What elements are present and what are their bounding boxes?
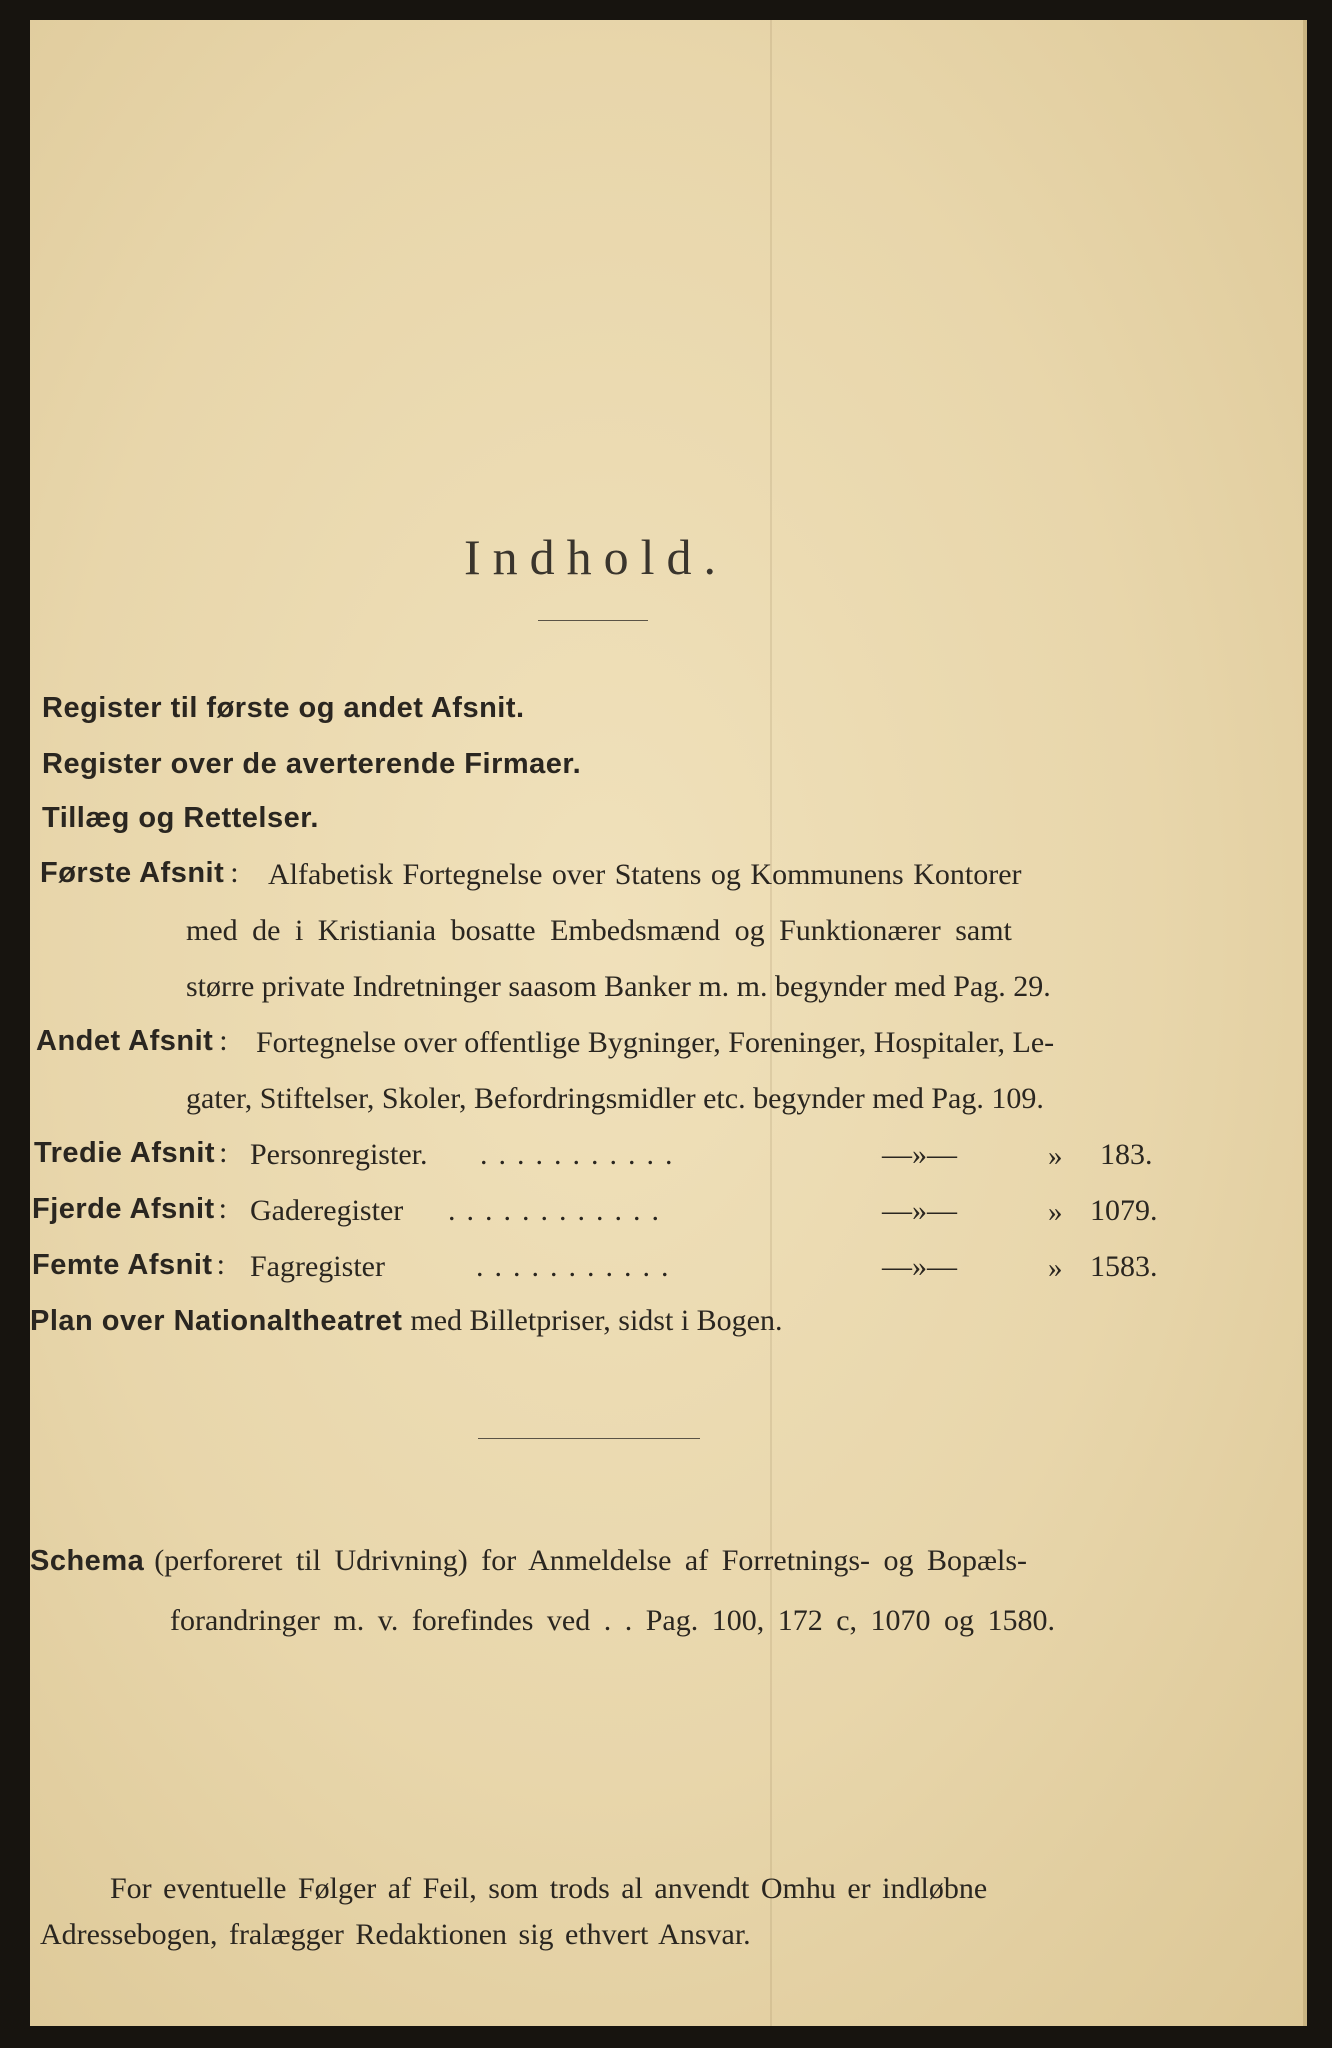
plan-text: med Billetpriser, sidst i Bogen. (410, 1304, 783, 1337)
andet-afsnit-line-1: Fortegnelse over offentlige Bygninger, Foreninger, Hospitaler, Le- (256, 1026, 1055, 1059)
forste-afsnit-entry (40, 856, 239, 890)
andet-afsnit-colon: : (219, 1024, 228, 1057)
schema-line-2: forandringer m. v. forefindes ved . . Pag. 100, 172 c, 1070 og 1580. (170, 1604, 1056, 1637)
document-page (30, 20, 1307, 2026)
schema-line-1: (perforeret til Udrivning) for Anmeldelse af Forretnings- og Bopæls- (154, 1544, 1028, 1577)
page-fold-line (770, 20, 772, 2026)
forste-afsnit-colon: : (230, 856, 239, 889)
plan-entry (30, 1304, 782, 1338)
fjerde-afsnit-text: Gaderegister (250, 1194, 404, 1227)
forste-afsnit-line-2: med de i Kristiania bosatte Embedsmænd og Funktionærer samt (186, 914, 1012, 947)
andet-afsnit-line-2: gater, Stiftelser, Skoler, Befordringsmidler etc. begynder med Pag. 109. (186, 1082, 1044, 1115)
femte-afsnit-ditto: —»— (882, 1250, 957, 1283)
femte-afsnit-page: 1583. (1090, 1250, 1158, 1283)
andet-afsnit-entry (36, 1024, 228, 1058)
disclaimer-line-2: Adressebogen, fralægger Redaktionen sig ethvert Ansvar. (40, 1918, 751, 1951)
forste-afsnit-line-1: Alfabetisk Fortegnelse over Statens og Kommunens Kontorer (268, 858, 1022, 891)
tredie-afsnit-mark: » (1048, 1140, 1063, 1172)
section-divider (478, 1438, 700, 1439)
tredie-afsnit-entry (34, 1136, 227, 1170)
fjerde-afsnit-ditto: —»— (882, 1194, 957, 1227)
femte-afsnit-colon: : (216, 1248, 225, 1281)
register-line-3: Tillæg og Rettelser. (42, 802, 319, 834)
femte-afsnit-entry (32, 1248, 225, 1282)
fjerde-afsnit-label: Fjerde Afsnit (32, 1193, 215, 1225)
plan-label: Plan over Nationaltheatret (30, 1305, 403, 1337)
register-line-2: Register over de averterende Firmaer. (42, 748, 582, 780)
register-line-1: Register til første og andet Afsnit. (42, 692, 525, 724)
andet-afsnit-label: Andet Afsnit (36, 1025, 214, 1057)
fjerde-afsnit-colon: : (218, 1192, 228, 1225)
tredie-afsnit-dots: ........... (480, 1138, 684, 1171)
fjerde-afsnit-mark: » (1048, 1196, 1063, 1228)
tredie-afsnit-colon: : (219, 1136, 228, 1169)
femte-afsnit-text: Fagregister (250, 1250, 385, 1283)
forste-afsnit-line-3: større private Indretninger saasom Banker m. m. begynder med Pag. 29. (186, 970, 1051, 1003)
schema-entry (30, 1544, 1027, 1578)
tredie-afsnit-ditto: —»— (882, 1138, 957, 1171)
title-divider (538, 620, 648, 621)
tredie-afsnit-page: 183. (1100, 1138, 1153, 1171)
forste-afsnit-label: Første Afsnit (40, 857, 225, 889)
tredie-afsnit-label: Tredie Afsnit (34, 1137, 216, 1169)
femte-afsnit-dots: ........... (476, 1250, 680, 1283)
disclaimer-line-1: For eventuelle Følger af Feil, som trods al anvendt Omhu er indløbne (110, 1872, 988, 1905)
page-title: Indhold. (464, 529, 729, 585)
fjerde-afsnit-dots: ............ (448, 1194, 670, 1227)
tredie-afsnit-text: Personregister. (250, 1138, 428, 1171)
femte-afsnit-mark: » (1048, 1252, 1063, 1284)
schema-label: Schema (30, 1545, 145, 1577)
femte-afsnit-label: Femte Afsnit (32, 1249, 213, 1281)
fjerde-afsnit-entry (32, 1192, 227, 1226)
fjerde-afsnit-page: 1079. (1090, 1194, 1158, 1227)
